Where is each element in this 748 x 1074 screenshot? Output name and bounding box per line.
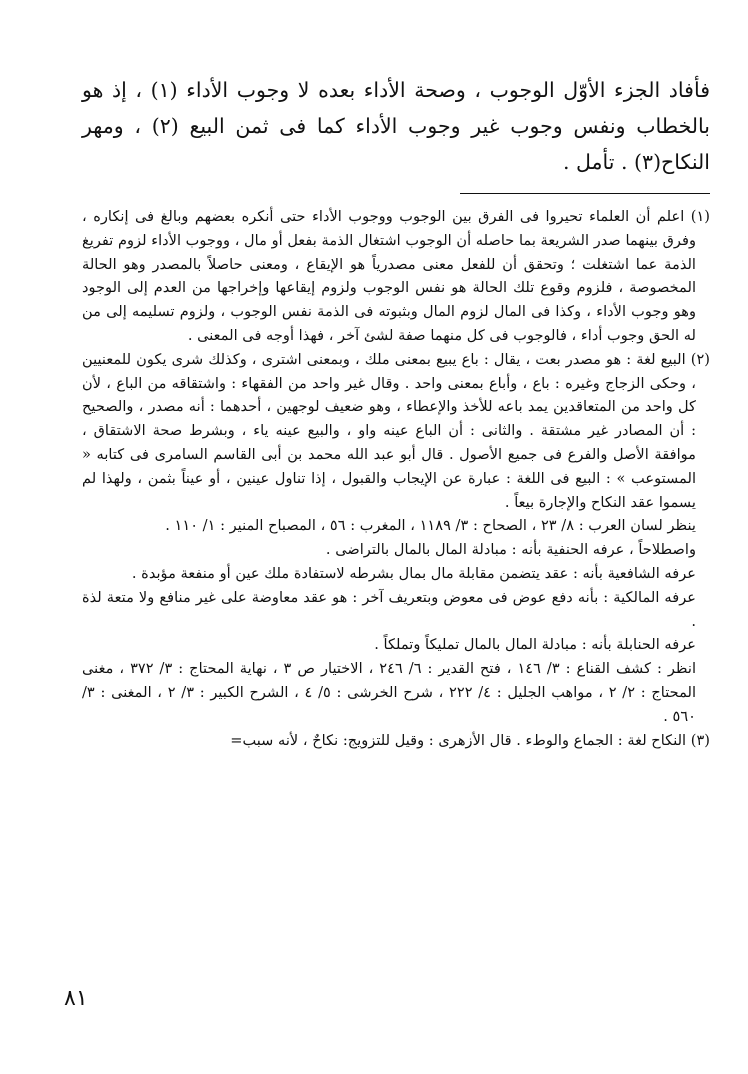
footnote-1: (١) اعلم أن العلماء تحيروا فى الفرق بين الوجوب ووجوب الأداء حتى أنكره بعضهم وبالغ فى إنكاره ، وفرق بينهما صدر الشريعة بما حاصله أن الوجوب اشتغال الذمة بفعل أو مال ، ووجوب الأداء لزوم تفريغ الذمة عما اشتغلت ؛ وتحقق أن للفعل معنى مصدرياً هو الإيقاع ، ومعنى حاصلاً بالمصدر وهو الحالة المخصوصة ، فلزوم وقوع تلك الحالة هو نفس الوجوب ولزوم إيقاعها وإخراجها من العدم إلى الوجود وهو وجوب الأداء ، وكذا فى المال لزوم المال وبثبوته فى الذمة نفس الوجوب ، ولزوم تسليمه إلى من له الحق وجوب أداء ، فالوجوب فى كل منهما صفة لشئ آخر ، فهذا أوجه فى المعنى . bbox=[82, 208, 710, 344]
footnote-separator bbox=[460, 193, 710, 194]
footnote-2-shafii-definition: عرفه الشافعية بأنه : عقد يتضمن مقابلة مال بمال بشرطه لاستفادة ملك عين أو منفعة مؤبدة . bbox=[131, 564, 696, 582]
footnote-2-hanafi-definition: واصطلاحاً ، عرفه الحنفية بأنه : مبادلة المال بالمال بالتراضى . bbox=[325, 541, 696, 559]
main-text bbox=[82, 72, 710, 180]
main-paragraph: فأفاد الجزء الأوّل الوجوب ، وصحة الأداء بعده لا وجوب الأداء (١) ، إذ هو بالخطاب ونفس وجوب غير وجوب الأداء كما فى ثمن البيع (٢) ، ومهر النكاح(٣) . تأمل . bbox=[82, 78, 711, 174]
page-number: ٨١ bbox=[64, 986, 88, 1011]
footnote-2-maliki-definition: عرفه المالكية : بأنه دفع عوض فى معوض وبتعريف آخر : هو عقد معاوضة على غير منافع ولا متعة لذة . bbox=[82, 588, 696, 630]
footnote-3: (٣) النكاح لغة : الجماع والوطء . قال الأزهرى : وقيل للتزويج: نكاحٌ ، لأنه سبب= bbox=[230, 731, 710, 749]
footnote-2-hanbali-definition: عرفه الحنابلة بأنه : مبادلة المال بالمال تمليكاً وتملكاً . bbox=[374, 636, 696, 654]
footnote-2: (٢) البيع لغة : هو مصدر بعت ، يقال : باع يبيع بمعنى ملك ، وبمعنى اشترى ، وكذلك شرى يكون للمعنيين ، وحكى الزجاج وغيره : باع ، وأباع بمعنى واحد . وقال غير واحد من الفقهاء : واشتقاقه من الباع ، لأن كل واحد من المتعاقدين يمد باعه للأخذ والإعطاء ، وهو ضعيف لوجهين ، أحدهما : أنه مصدر ، والصحيح : أن المصادر غير مشتقة . والثانى : أن الباع عينه واو ، والبيع عينه ياء ، وبشرط صحة الاشتقاق ، موافقة الأصل والفرع فى جميع الأصول . قال أبو عبد الله محمد بن أبى القاسم السامرى فى كتابه « المستوعب » : البيع فى اللغة : عبارة عن الإيجاب والقبول ، إذا تناول عينين ، أو عيناً بثمن ، ولهذا لم يسموا عقد النكاح والإجارة بيعاً . bbox=[82, 350, 710, 511]
footnote-2-references: ينظر لسان العرب : ٨/ ٢٣ ، الصحاح : ٣/ ١١٨٩ ، المغرب : ٥٦ ، المصباح المنير : ١/ ١١٠ . bbox=[165, 517, 696, 535]
footnote-2-sources: انظر : كشف القناع : ٣/ ١٤٦ ، فتح القدير : ٦/ ٢٤٦ ، الاختيار ص ٣ ، نهاية المحتاج : ٣/ ٣٧٢ ، مغنى المحتاج : ٢/ ٢ ، مواهب الجليل : ٤/ ٢٢٢ ، شرح الخرشى : ٥/ ٤ ، الشرح الكبير : ٣/ ٢ ، المغنى : ٣/ ٥٦٠ . bbox=[82, 660, 697, 725]
footnotes bbox=[82, 205, 710, 752]
